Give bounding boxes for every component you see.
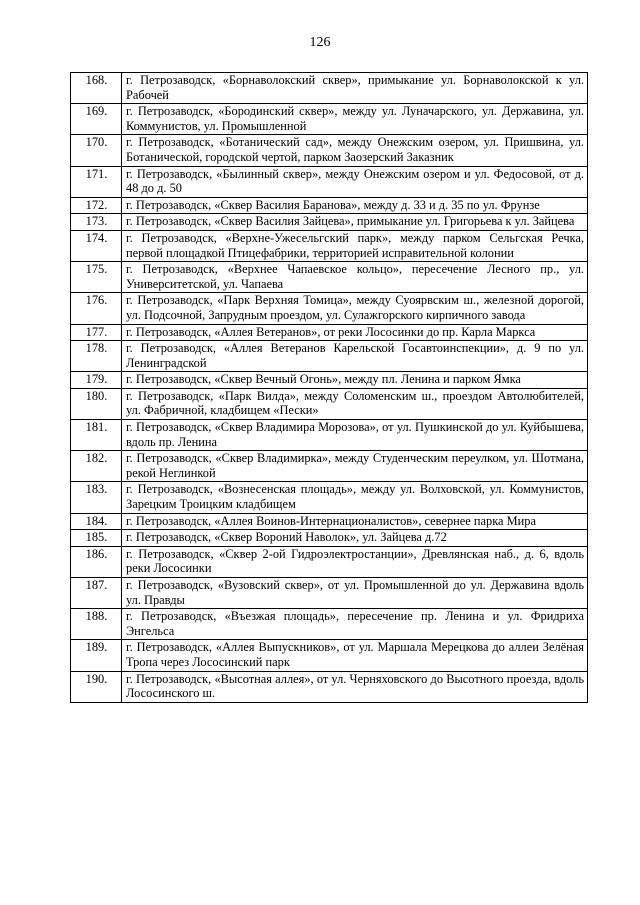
registry-table-body xyxy=(71,73,588,703)
row-number: 189. xyxy=(71,640,122,671)
table-row xyxy=(71,451,588,482)
table-row xyxy=(71,324,588,341)
row-number: 168. xyxy=(71,73,122,104)
row-number: 172. xyxy=(71,197,122,214)
row-description: г. Петрозаводск, «Парк Вилда», между Соломенским ш., проездом Автолюбителей, ул. Фабричной, кладбищем «Пески» xyxy=(122,388,588,419)
table-row xyxy=(71,293,588,324)
row-number: 186. xyxy=(71,546,122,577)
table-row xyxy=(71,578,588,609)
table-row xyxy=(71,230,588,261)
table-row xyxy=(71,73,588,104)
table-row xyxy=(71,372,588,389)
row-description: г. Петрозаводск, «Борнаволокский сквер», примыкание ул. Борнаволокской к ул. Рабочей xyxy=(122,73,588,104)
row-description: г. Петрозаводск, «Аллея Воинов-Интернационалистов», севернее парка Мира xyxy=(122,513,588,530)
table-row xyxy=(71,640,588,671)
row-number: 171. xyxy=(71,166,122,197)
table-row xyxy=(71,482,588,513)
row-number: 176. xyxy=(71,293,122,324)
table-row xyxy=(71,420,588,451)
row-description: г. Петрозаводск, «Сквер Василия Зайцева», примыкание ул. Григорьева к ул. Зайцева xyxy=(122,214,588,231)
row-number: 184. xyxy=(71,513,122,530)
row-number: 177. xyxy=(71,324,122,341)
row-description: г. Петрозаводск, «Аллея Ветеранов», от реки Лососинки до пр. Карла Маркса xyxy=(122,324,588,341)
row-number: 173. xyxy=(71,214,122,231)
row-description: г. Петрозаводск, «Ботанический сад», между Онежским озером, ул. Пришвина, ул. Ботанической, городской чертой, парком Заозерский Заказник xyxy=(122,135,588,166)
table-row xyxy=(71,262,588,293)
row-description: г. Петрозаводск, «Сквер Василия Баранова», между д. 33 и д. 35 по ул. Фрунзе xyxy=(122,197,588,214)
row-number: 183. xyxy=(71,482,122,513)
table-row xyxy=(71,104,588,135)
table-row xyxy=(71,513,588,530)
row-number: 190. xyxy=(71,671,122,702)
row-number: 185. xyxy=(71,530,122,547)
row-description: г. Петрозаводск, «Сквер Вечный Огонь», между пл. Ленина и парком Ямка xyxy=(122,372,588,389)
row-description: г. Петрозаводск, «Аллея Ветеранов Карельской Госавтоинспекции», д. 9 по ул. Ленинградской xyxy=(122,341,588,372)
row-description: г. Петрозаводск, «Сквер 2-ой Гидроэлектростанции», Древлянская наб., д. 6, вдоль реки Лососинки xyxy=(122,546,588,577)
row-description: г. Петрозаводск, «Сквер Владимира Морозова», от ул. Пушкинской до ул. Куйбышева, вдоль пр. Ленина xyxy=(122,420,588,451)
table-row xyxy=(71,671,588,702)
row-description: г. Петрозаводск, «Верхнее Чапаевское кольцо», пересечение Лесного пр., ул. Университетской, ул. Чапаева xyxy=(122,262,588,293)
row-number: 174. xyxy=(71,230,122,261)
row-description: г. Петрозаводск, «Въезжая площадь», пересечение пр. Ленина и ул. Фридриха Энгельса xyxy=(122,609,588,640)
row-number: 169. xyxy=(71,104,122,135)
table-row xyxy=(71,609,588,640)
table-row xyxy=(71,214,588,231)
row-description: г. Петрозаводск, «Верхне-Ужесельгский парк», между парком Сельгская Речка, первой площадкой Птицефабрики, территорией исправительной колонии xyxy=(122,230,588,261)
row-number: 179. xyxy=(71,372,122,389)
row-description: г. Петрозаводск, «Вознесенская площадь», между ул. Волховской, ул. Коммунистов, Зарецким Троицким кладбищем xyxy=(122,482,588,513)
row-number: 175. xyxy=(71,262,122,293)
row-description: г. Петрозаводск, «Парк Верхняя Томица», между Суоярвским ш., железной дорогой, ул. Подсочной, Запрудным проездом, ул. Сулажгорского кирпичного завода xyxy=(122,293,588,324)
row-description: г. Петрозаводск, «Высотная аллея», от ул. Черняховского до Высотного проезда, вдоль Лососинского ш. xyxy=(122,671,588,702)
row-number: 178. xyxy=(71,341,122,372)
registry-table xyxy=(70,72,588,703)
row-description: г. Петрозаводск, «Сквер Вороний Наволок», ул. Зайцева д.72 xyxy=(122,530,588,547)
row-number: 170. xyxy=(71,135,122,166)
table-row xyxy=(71,546,588,577)
row-description: г. Петрозаводск, «Былинный сквер», между Онежским озером и ул. Федосовой, от д. 48 до д. 50 xyxy=(122,166,588,197)
row-description: г. Петрозаводск, «Бородинский сквер», между ул. Луначарского, ул. Державина, ул. Коммунистов, ул. Промышленной xyxy=(122,104,588,135)
row-description: г. Петрозаводск, «Аллея Выпускников», от ул. Маршала Мерецкова до аллеи Зелёная Тропа через Лососинский парк xyxy=(122,640,588,671)
page-number: 126 xyxy=(309,35,331,50)
row-description: г. Петрозаводск, «Вузовский сквер», от ул. Промышленной до ул. Державина вдоль ул. Правды xyxy=(122,578,588,609)
row-number: 180. xyxy=(71,388,122,419)
row-number: 187. xyxy=(71,578,122,609)
table-row xyxy=(71,388,588,419)
table-row xyxy=(71,197,588,214)
table-row xyxy=(71,341,588,372)
table-row xyxy=(71,530,588,547)
table-row xyxy=(71,135,588,166)
row-number: 188. xyxy=(71,609,122,640)
row-number: 182. xyxy=(71,451,122,482)
row-number: 181. xyxy=(71,420,122,451)
table-row xyxy=(71,166,588,197)
row-description: г. Петрозаводск, «Сквер Владимирка», между Студенческим переулком, ул. Шотмана, рекой Неглинкой xyxy=(122,451,588,482)
